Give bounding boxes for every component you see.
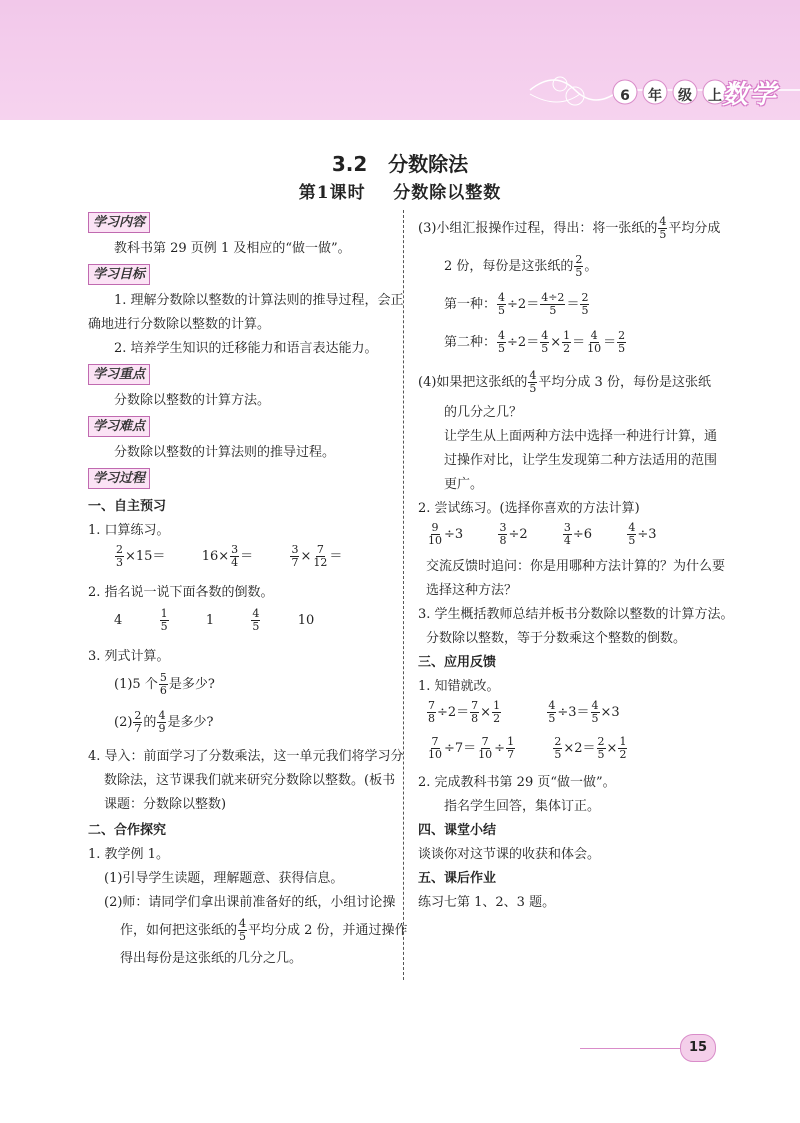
step-3a: (3)小组汇报操作过程，得出：将一张纸的 $\frac{4}{5}$ 平均分成 [418,215,721,241]
page-number-line [580,1048,680,1049]
focus-text: 分数除以整数的计算方法。 [114,393,271,408]
tag-learning-goal: 学习目标 [88,264,150,285]
method-2: 第二种： $\frac{4}{5}$ ÷2＝ $\frac{4}{5}$ × $\frac{1}{2}$ ＝ $\frac{4}{10}$ ＝ $\frac{2}{5}$ [444,329,626,355]
step-4b: 的几分之几？ [444,405,523,420]
example-step-1: (1)引导学生读题，理解题意、获得信息。 [104,871,344,886]
item-intro-a: 4. 导入：前面学习了分数乘法，这一单元我们将学习分 [88,749,404,764]
oral-expressions: $\frac{2}{3}$ ×15＝ 16× $\frac{3}{4}$ ＝ $\frac{3}{7}$ × $\frac{7}{12}$ ＝ [116,543,343,569]
page-number: 15 [680,1034,716,1062]
homework-text: 练习七第 1、2、3 题。 [418,895,556,910]
fix-row-2: $\frac{7}{10}$ ÷7＝ $\frac{7}{10}$ ÷ $\frac{1}{7}$ $\frac{2}{5}$ ×2＝ $\frac{2}{5}$ × $\frac{1}{2}$ [428,735,627,761]
tag-learning-difficulty: 学习难点 [88,416,150,437]
example-1: 1. 教学例 1。 [88,847,169,862]
item-do-it-sub: 指名学生回答，集体订正。 [444,799,601,814]
header-band [0,0,800,120]
section-cooperative: 二、合作探究 [88,823,167,838]
grade-char-nian: 年 [648,88,662,104]
item-try-practice: 2. 尝试练习。(选择你喜欢的方法计算) [418,501,640,516]
grade-char-shang: 上 [708,88,722,104]
step-4a: (4)如果把这张纸的 $\frac{4}{5}$ 平均分成 3 份，每份是这张纸 [418,369,711,395]
difficulty-text: 分数除以整数的计算法则的推导过程。 [114,445,336,460]
lesson-subtitle: 第1课时 分数除以整数 [298,183,502,203]
content-text: 教科书第 29 页例 1 及相应的“做一做”。 [114,241,351,256]
goal-1a: 1. 理解分数除以整数的计算法则的推导过程，会正 [114,293,404,308]
grade-char-ji: 级 [678,88,692,104]
step-4d: 过操作对比，让学生发现第二种方法适用的范围 [444,453,718,468]
brand-logo-math: 数学 [722,80,779,110]
step-4c: 让学生从上面两种方法中选择一种进行计算，通 [444,429,718,444]
tag-learning-process: 学习过程 [88,468,150,489]
grade-number: 6 [620,88,630,104]
item-intro-b: 数除法，这节课我们就来研究分数除以整数。(板书 [104,773,396,788]
tag-learning-focus: 学习重点 [88,364,150,385]
method-1: 第一种： $\frac{4}{5}$ ÷2＝ $\frac{4\div 2}{5}$ ＝ $\frac{2}{5}$ [444,291,589,317]
ask-line-2: 选择这种方法？ [426,583,518,598]
question-2: (2) $\frac{2}{7}$ 的 $\frac{4}{9}$ 是多少? [114,709,214,735]
section-application: 三、应用反馈 [418,655,497,670]
tag-learning-content: 学习内容 [88,212,150,233]
item-reciprocal: 2. 指名说一说下面各数的倒数。 [88,585,274,600]
example-step-2b: 作，如何把这张纸的 $\frac{4}{5}$ 平均分成 2 份，并通过操作 [120,917,408,943]
reciprocal-numbers: 4 $\frac{1}{5}$ 1 $\frac{4}{5}$ 10 [114,607,315,633]
example-step-2c: 得出每份是这张纸的几分之几。 [120,951,303,966]
item-fix-errors: 1. 知错就改。 [418,679,500,694]
step-4e: 更广。 [444,477,484,492]
section-self-preview: 一、自主预习 [88,499,167,514]
item-intro-c: 课题：分数除以整数) [104,797,227,812]
item-summary-a: 3. 学生概括教师总结并板书分数除以整数的计算方法。 [418,607,734,622]
fix-row-1: $\frac{7}{8}$ ÷2＝ $\frac{7}{8}$ × $\frac{1}{2}$ $\frac{4}{5}$ ÷3＝ $\frac{4}{5}$ ×3 [428,699,620,725]
item-do-it: 2. 完成教科书第 29 页“做一做”。 [418,775,616,790]
goal-2: 2. 培养学生知识的迁移能力和语言表达能力。 [114,341,378,356]
example-step-2a: (2)师：请同学们拿出课前准备好的纸，小组讨论操 [104,895,396,910]
section-homework: 五、课后作业 [418,871,497,886]
summary-text: 谈谈你对这节课的收获和体会。 [418,847,601,862]
section-summary: 四、课堂小结 [418,823,497,838]
try-expressions: $\frac{9}{10}$ ÷3 $\frac{3}{8}$ ÷2 $\frac{3}{4}$ ÷6 $\frac{4}{5}$ ÷3 [428,521,657,547]
item-formula-calc: 3. 列式计算。 [88,649,170,664]
question-1: (1)5 个 $\frac{5}{6}$ 是多少? [114,671,215,697]
ask-line-1: 交流反馈时追问：你是用哪种方法计算的？为什么要 [426,559,726,574]
step-3b: 2 份，每份是这张纸的 $\frac{2}{5}$ 。 [444,253,598,279]
item-summary-b: 分数除以整数，等于分数乘这个整数的倒数。 [426,631,687,646]
goal-1b: 确地进行分数除以整数的计算。 [88,317,271,332]
column-divider [403,210,404,980]
page-title: 3.2 分数除法 [331,152,469,176]
item-oral-practice: 1. 口算练习。 [88,523,170,538]
